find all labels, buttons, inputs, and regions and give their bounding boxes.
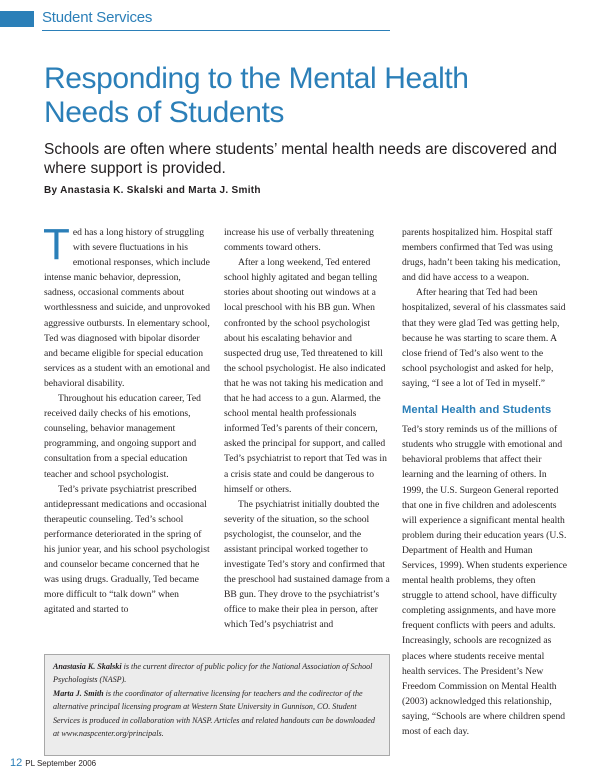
paragraph: Throughout his education career, Ted received daily checks of his emotions, counseling, behavior management programming, and ongoing support and consultation from a special education teacher and school psychologist. <box>44 393 201 480</box>
bio-text-1: is the current director of public policy for the National Association of School Psychologists (NASP). <box>53 662 373 685</box>
issue-label: PL September 2006 <box>25 759 97 768</box>
paragraph: increase his use of verbally threatening comments toward others. <box>224 227 374 254</box>
page-number: 12 <box>10 757 23 769</box>
article-dek: Schools are often where students’ mental health needs are discovered and where support is provided. <box>44 141 557 177</box>
drop-cap: T <box>43 220 70 269</box>
author-bio-1 <box>53 660 381 687</box>
paragraph: The psychiatrist initially doubted the severity of the situation, so the school psychologist, the counselor, and the assistant principal worked together to investigate Ted’s story and confirmed that the preschool had sustained damage from a BB gun. They drove to the psychiatrist’s office to make their plea in person, after which Ted’s psychiatrist and <box>224 498 390 631</box>
section-color-bar <box>0 11 34 27</box>
paragraph: Ted’s story reminds us of the millions of students who struggle with emotional and behavioral problems that affect their learning and the learning of others. In 1999, the U.S. Surgeon General reported that one in five children and adolescents will experience a significant mental health problem during their education years (U.S. Department of Health and Human Services, 1999). When students experience mental health problems, they often struggle to attend school, have difficulty completing assignments, and have more frequent conflicts with peers and adults. Increasingly, schools are recognized as places where students receive mental health services. The President’s New Freedom Commission on Mental Health (2003) acknowledged this relationship, saying, “Schools are where children spend most of each day. <box>402 424 567 737</box>
article-column-3 <box>402 225 567 739</box>
bio-name-2: Marta J. Smith <box>53 688 104 698</box>
section-rule <box>42 30 390 31</box>
article-column-2 <box>224 225 390 633</box>
author-1: Anastasia K. Skalski <box>60 185 164 196</box>
paragraph-text: ed has a long history of struggling with severe fluctuations in his emotional responses, which include intense manic behavior, depression, sadness, occasional comments about worthlessness and suicide, and unprovoked aggressive outbursts. In elementary school, Ted was diagnosed with bipolar disorder and became eligible for special education services as a student with an emotional and behavioral disability. <box>44 227 210 389</box>
byline-by: By <box>44 185 58 196</box>
author-bio-box <box>44 654 390 756</box>
byline <box>44 185 261 196</box>
author-bio-2 <box>53 687 381 741</box>
bio-text-2: is the coordinator of alternative licensing for teachers and the codirector of the alternative principal licensing program at Western State University in Gunnison, CO. Student Services is produced in collaboration with NASP. Articles and related handouts can be downloaded at www.naspcenter.org/principals. <box>53 688 375 739</box>
byline-and: and <box>166 185 186 196</box>
article-column-1 <box>43 220 211 617</box>
bio-name-1: Anastasia K. Skalski <box>53 662 122 671</box>
title-line-2: Needs of Students <box>44 96 285 129</box>
page-footer <box>10 757 96 769</box>
author-2: Marta J. Smith <box>188 185 261 196</box>
paragraph: Ted’s private psychiatrist prescribed antidepressant medications and occasional therapeutic counseling. Ted’s school performance deteriorated in the spring of his junior year, and his school psychologist and counselor became concerned that he was using drugs. Gradually, Ted became more difficult to “talk down” when agitated and started to <box>44 483 210 616</box>
section-header <box>0 8 390 30</box>
subheading: Mental Health and Students <box>402 404 552 417</box>
paragraph: After a long weekend, Ted entered school highly agitated and began telling stories about shooting out windows at a local preschool with his BB gun. When confronted by the school psychologist about his escalating behavior and suspected drug use, Ted threatened to kill the school psychologist. He also indicated that he was not taking his medication and that he had access to a gun. Alarmed, the school mental health professionals informed Ted’s parents of their concern, asked the principal for support, and called Ted’s psychiatrist to report that Ted was in a crisis state and could be dangerous to himself or others. <box>224 257 387 495</box>
paragraph: parents hospitalized him. Hospital staff members confirmed that Ted was using drugs, hadn’t been taking his medication, and did have access to a weapon. <box>402 227 561 284</box>
section-label: Student Services <box>42 9 153 26</box>
paragraph <box>43 220 211 391</box>
article-title <box>44 62 564 130</box>
title-line-1: Responding to the Mental Health <box>44 62 469 95</box>
paragraph: After hearing that Ted had been hospitalized, several of his classmates said that they were glad Ted was getting help, because he was starting to scare them. A close friend of Ted’s also went to the school psychologist and asked for help, saying, “I see a lot of Ted in myself.” <box>402 287 566 389</box>
